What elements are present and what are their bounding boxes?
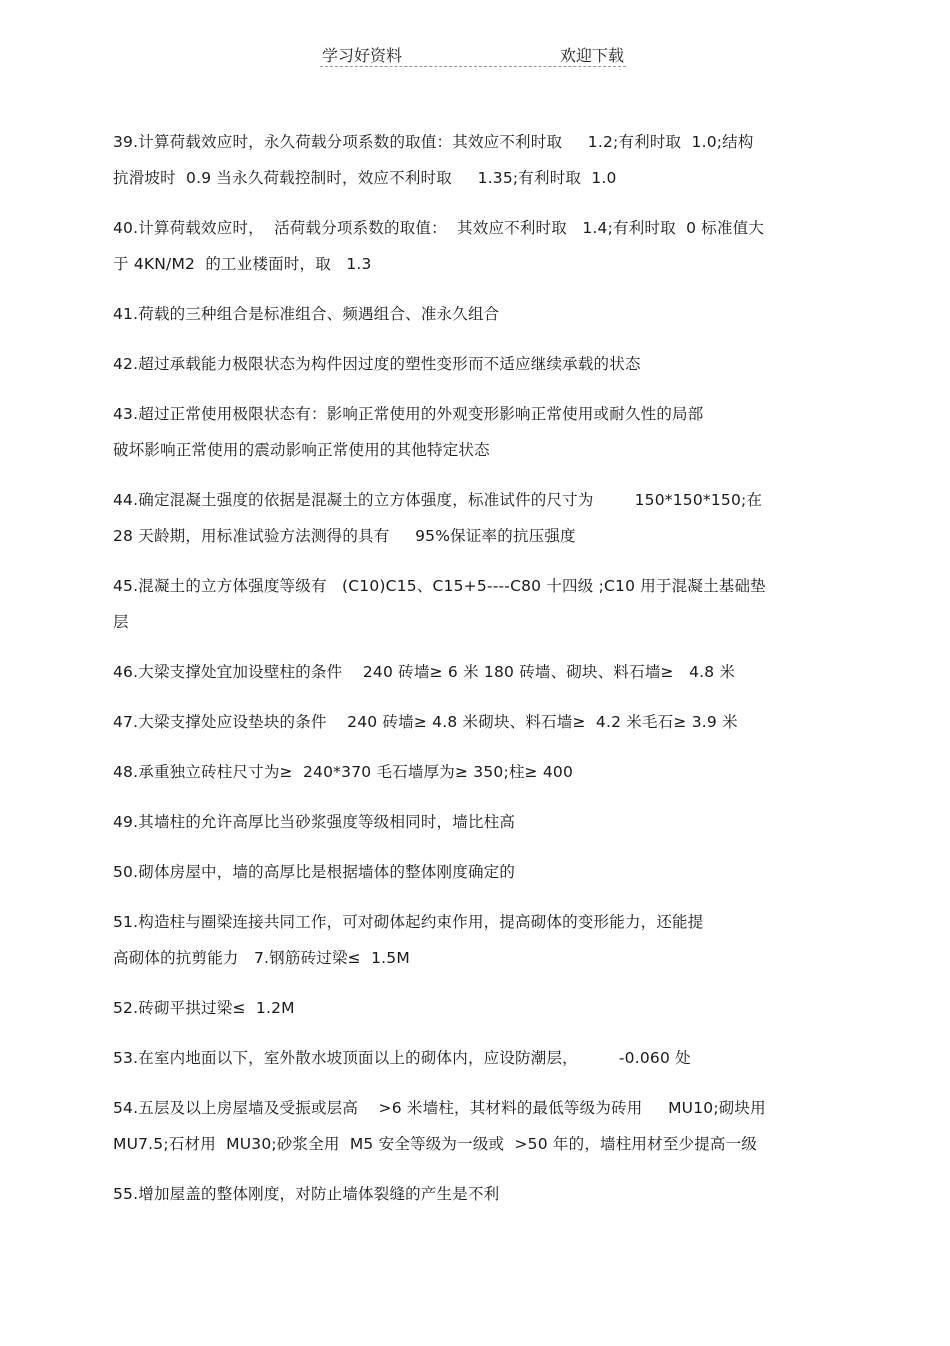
- paragraph-item: [113, 568, 837, 640]
- paragraph-item: [113, 990, 837, 1026]
- paragraph-item: [113, 904, 837, 976]
- paragraph-line: MU7.5;石材用 MU30;砂浆全用 M5 安全等级为一级或 >50 年的，墙柱用材至少提高一级: [113, 1135, 758, 1153]
- paragraph-item: [113, 396, 837, 468]
- paragraph-line: 47.大梁支撑处应设垫块的条件 240 砖墙≥ 4.8 米砌块、料石墙≥ 4.2 米毛石≥ 3.9 米: [113, 713, 738, 731]
- paragraph-line: 40.计算荷载效应时， 活荷载分项系数的取值： 其效应不利时取 1.4;有利时取 0 标准值大: [113, 219, 765, 237]
- paragraph-line: 51.构造柱与圈梁连接共同工作，可对砌体起约束作用，提高砌体的变形能力，还能提: [113, 913, 704, 931]
- paragraph-line: 高砌体的抗剪能力 7.钢筋砖过梁≤ 1.5M: [113, 949, 410, 967]
- paragraph-line: 42.超过承载能力极限状态为构件因过度的塑性变形而不适应继续承载的状态: [113, 355, 641, 373]
- paragraph-line: 39.计算荷载效应时，永久荷载分项系数的取值：其效应不利时取 1.2;有利时取 1.0;结构: [113, 133, 754, 151]
- page-header: [320, 40, 626, 67]
- paragraph-item: [113, 346, 837, 382]
- paragraph-item: [113, 124, 837, 196]
- header-left-text: 学习好资料: [322, 46, 403, 65]
- paragraph-line: 44.确定混凝土强度的依据是混凝土的立方体强度，标准试件的尺寸为 150*150*150;在: [113, 491, 763, 509]
- paragraph-line: 54.五层及以上房屋墙及受振或层高 >6 米墙柱，其材料的最低等级为砖用 MU10;砌块用: [113, 1099, 766, 1117]
- paragraph-item: [113, 210, 837, 282]
- paragraph-item: [113, 1176, 837, 1212]
- header-right-text: 欢迎下载: [559, 46, 624, 65]
- paragraph-line: 49.其墙柱的允许高厚比当砂浆强度等级相同时，墙比柱高: [113, 813, 516, 831]
- paragraph-line: 层: [113, 613, 129, 631]
- paragraph-line: 52.砖砌平拱过梁≤ 1.2M: [113, 999, 295, 1017]
- paragraph-item: [113, 296, 837, 332]
- paragraph-line: 于 4KN/M2 的工业楼面时，取 1.3: [113, 255, 372, 273]
- paragraph-line: 50.砌体房屋中，墙的高厚比是根据墙体的整体刚度确定的: [113, 863, 516, 881]
- paragraph-line: 46.大梁支撑处宜加设壁柱的条件 240 砖墙≥ 6 米 180 砖墙、砌块、料石墙≥ 4.8 米: [113, 663, 736, 681]
- paragraph-item: [113, 1040, 837, 1076]
- paragraph-line: 破坏影响正常使用的震动影响正常使用的其他特定状态: [113, 441, 490, 459]
- paragraph-line: 45.混凝土的立方体强度等级有 (C10)C15、C15+5----C80 十四级 ;C10 用于混凝土基础垫: [113, 577, 766, 595]
- paragraph-item: [113, 854, 837, 890]
- paragraph-line: 41.荷载的三种组合是标准组合、频遇组合、准永久组合: [113, 305, 500, 323]
- paragraph-line: 48.承重独立砖柱尺寸为≥ 240*370 毛石墙厚为≥ 350;柱≥ 400: [113, 763, 574, 781]
- paragraph-line: 43.超过正常使用极限状态有：影响正常使用的外观变形影响正常使用或耐久性的局部: [113, 405, 704, 423]
- paragraph-item: [113, 754, 837, 790]
- paragraph-line: 55.增加屋盖的整体刚度，对防止墙体裂缝的产生是不利: [113, 1185, 500, 1203]
- paragraph-item: [113, 804, 837, 840]
- paragraph-item: [113, 704, 837, 740]
- paragraph-item: [113, 1090, 837, 1162]
- paragraph-item: [113, 654, 837, 690]
- paragraph-line: 53.在室内地面以下，室外散水坡顶面以上的砌体内，应设防潮层， -0.060 处: [113, 1049, 691, 1067]
- paragraph-item: [113, 482, 837, 554]
- document-body: [113, 124, 837, 1226]
- paragraph-line: 抗滑坡时 0.9 当永久荷载控制时，效应不利时取 1.35;有利时取 1.0: [113, 169, 617, 187]
- paragraph-line: 28 天龄期，用标准试验方法测得的具有 95%保证率的抗压强度: [113, 527, 576, 545]
